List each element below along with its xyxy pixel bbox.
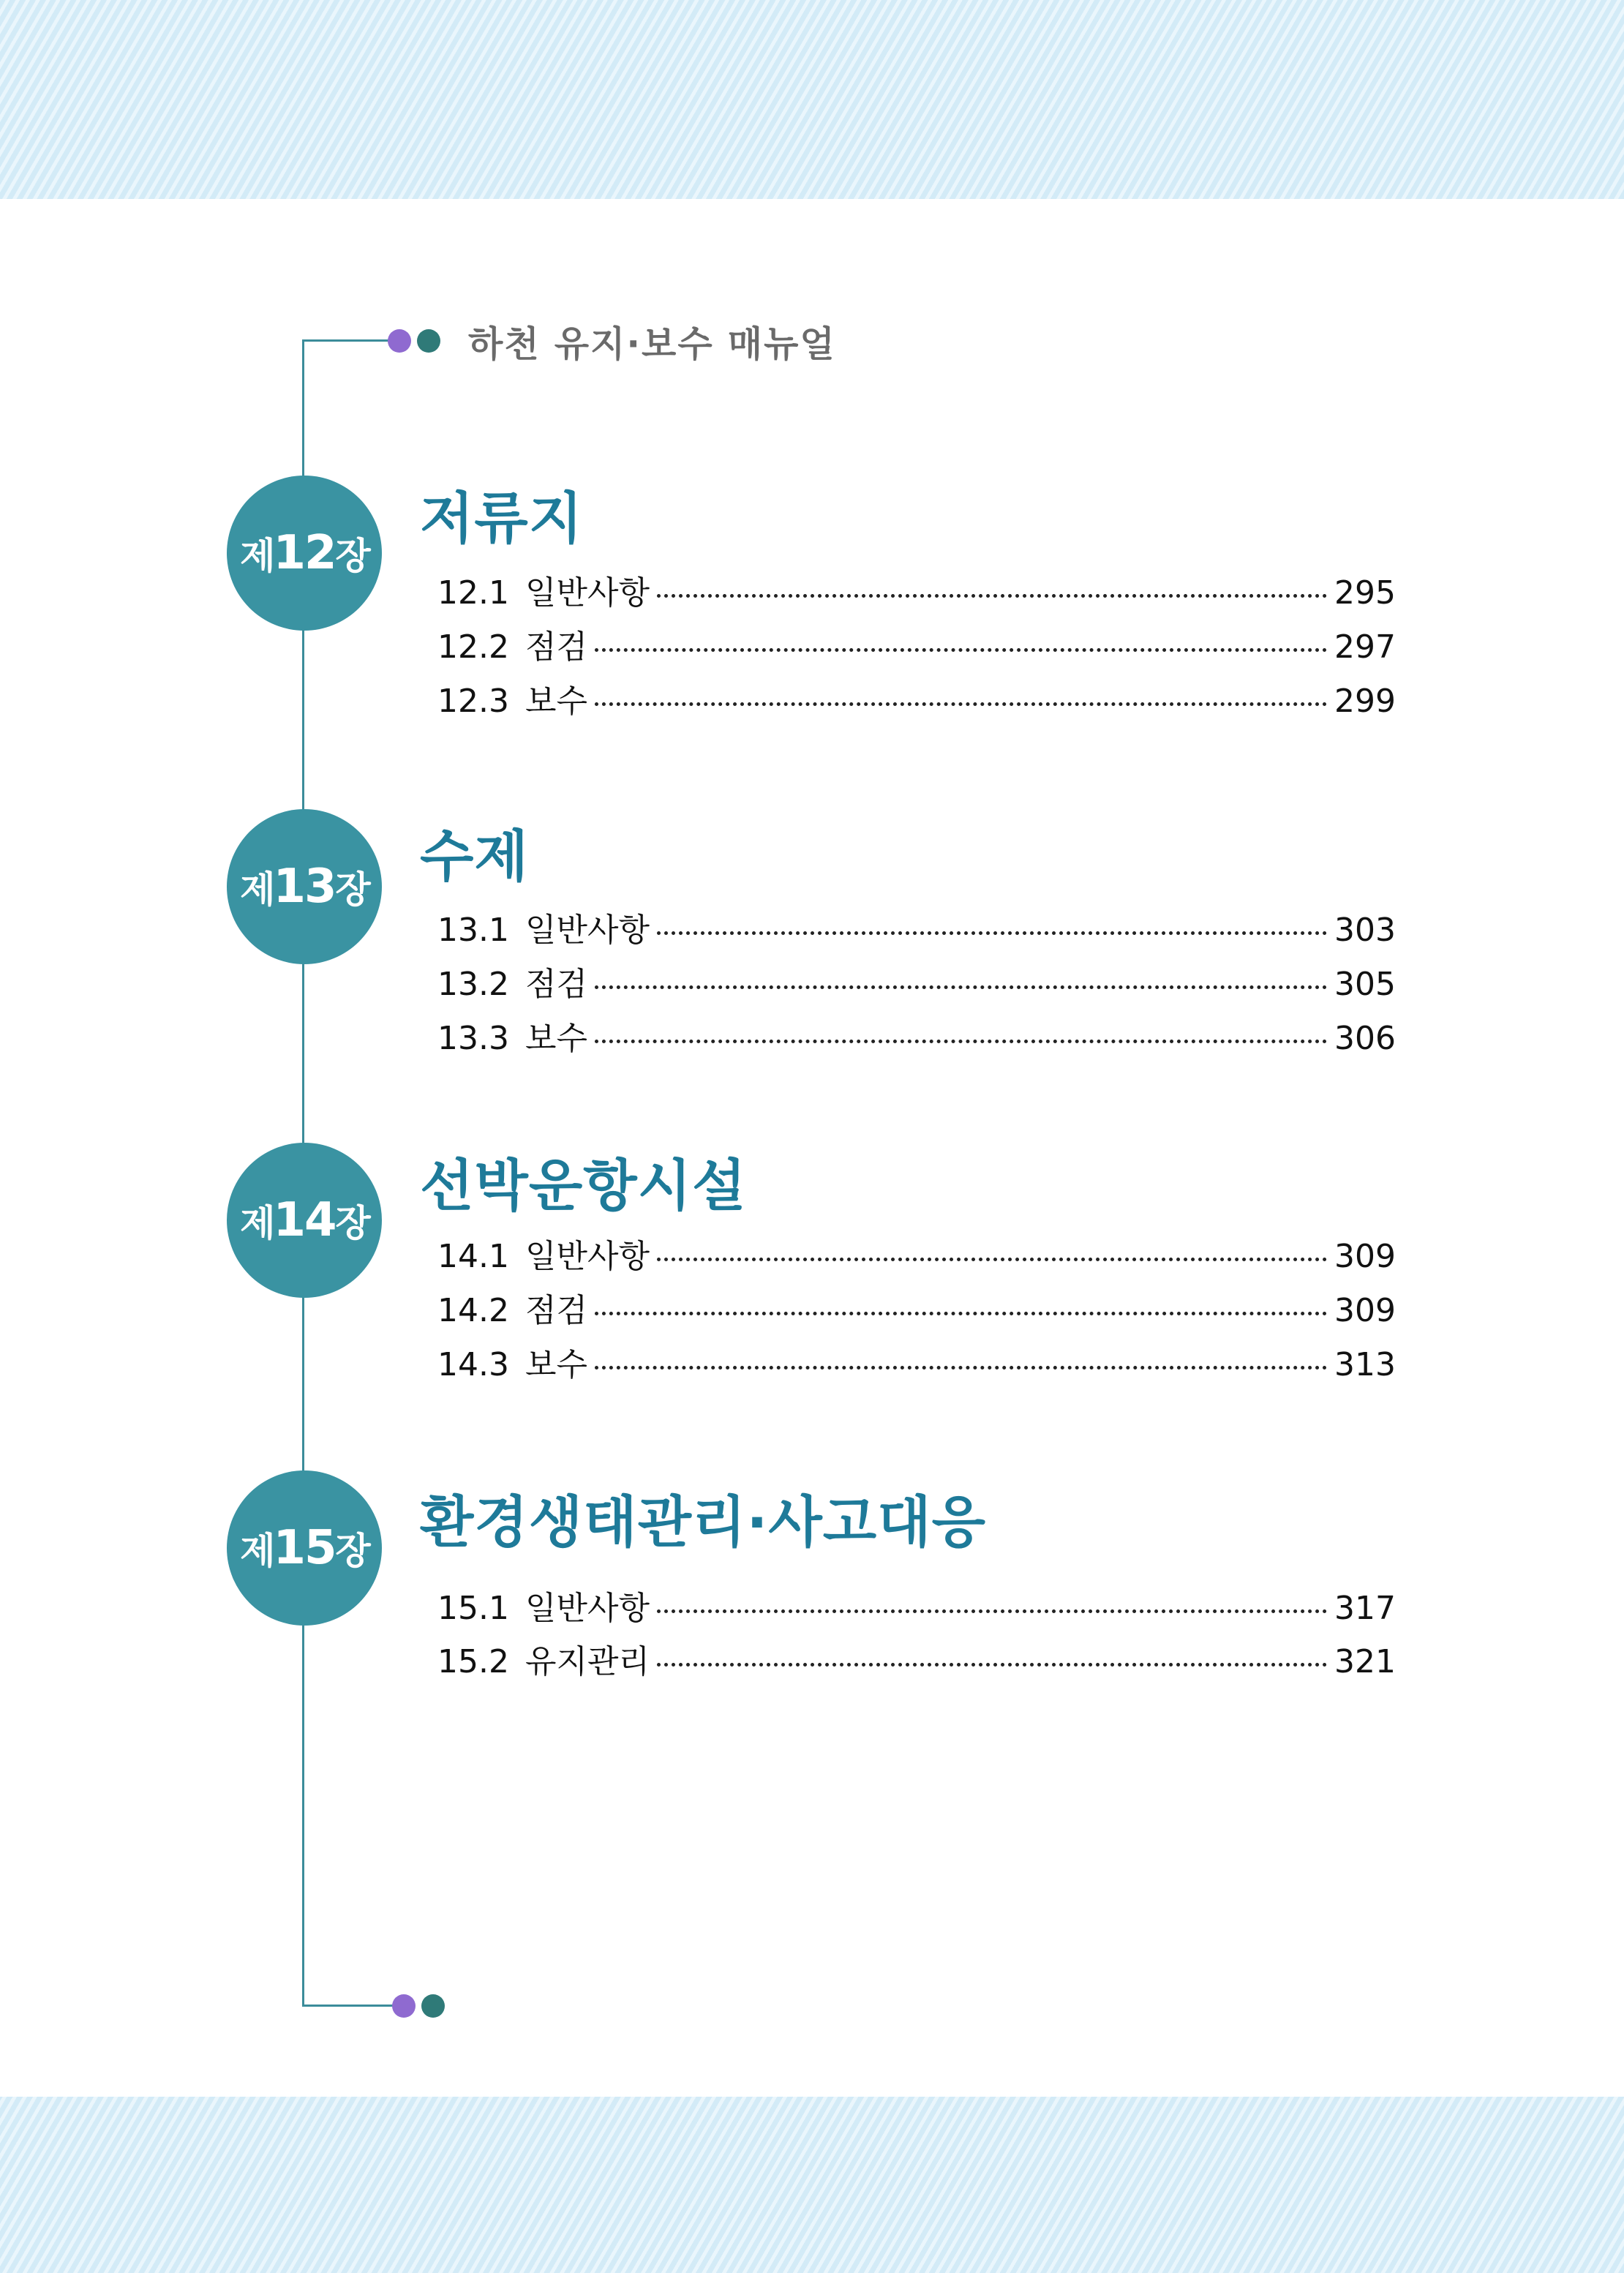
toc-entry[interactable] xyxy=(437,903,1396,947)
toc-entry[interactable] xyxy=(437,675,1396,718)
toc-entry[interactable] xyxy=(437,1012,1396,1056)
chapter-13-title: 수제 xyxy=(420,824,529,889)
chapter-14-badge xyxy=(227,1143,382,1298)
toc-entry-number: 13.3 xyxy=(437,1020,509,1057)
toc-entry[interactable] xyxy=(437,566,1396,610)
toc-entry-page: 297 xyxy=(1334,628,1396,666)
toc-entry[interactable] xyxy=(437,1230,1396,1274)
toc-entry-page: 299 xyxy=(1334,683,1396,720)
toc-entry[interactable] xyxy=(437,620,1396,664)
toc-entry[interactable] xyxy=(437,1284,1396,1328)
bottom-purple-dot xyxy=(392,1994,416,2018)
toc-entry-label: 점검 xyxy=(525,966,587,1003)
chapter-13-badge xyxy=(227,809,382,964)
dot-leader xyxy=(595,1366,1327,1370)
toc-entry-label: 보수 xyxy=(525,1346,587,1383)
chapter-prefix: 제 xyxy=(240,1202,274,1244)
dot-leader xyxy=(657,1609,1327,1613)
toc-entry-label: 보수 xyxy=(525,1020,587,1057)
chapter-15-title: 환경생태관리·사고대응 xyxy=(420,1489,987,1555)
chapter-12-title: 저류지 xyxy=(420,486,584,551)
chapter-suffix: 장 xyxy=(335,1530,369,1572)
chapter-prefix: 제 xyxy=(240,1530,274,1572)
dot-leader xyxy=(657,1258,1327,1261)
toc-entry[interactable] xyxy=(437,1635,1396,1679)
dot-leader xyxy=(595,1312,1327,1315)
chapter-prefix: 제 xyxy=(240,535,274,577)
toc-entry-label: 일반사항 xyxy=(525,912,650,949)
toc-entry-number: 15.2 xyxy=(437,1643,509,1680)
toc-entry-label: 유지관리 xyxy=(525,1643,650,1680)
chapter-prefix: 제 xyxy=(240,868,274,911)
toc-entry-number: 14.1 xyxy=(437,1238,509,1275)
chapter-number: 15 xyxy=(273,1521,336,1575)
toc-entry-page: 305 xyxy=(1334,966,1396,1003)
chapter-number: 14 xyxy=(273,1193,336,1247)
toc-entry-number: 14.2 xyxy=(437,1292,509,1329)
bottom-teal-dot xyxy=(421,1994,445,2018)
toc-entry[interactable] xyxy=(437,1338,1396,1382)
chapter-suffix: 장 xyxy=(335,1202,369,1244)
chapter-number: 13 xyxy=(273,860,336,914)
dot-leader xyxy=(595,1040,1327,1043)
dot-leader xyxy=(595,702,1327,706)
toc-entry-number: 13.2 xyxy=(437,966,509,1003)
toc-entry-page: 317 xyxy=(1334,1590,1396,1627)
toc-entry[interactable] xyxy=(437,1582,1396,1626)
top-teal-dot xyxy=(417,329,440,353)
chapter-suffix: 장 xyxy=(335,535,369,577)
toc-entry-label: 점검 xyxy=(525,628,587,666)
dot-leader xyxy=(595,648,1327,652)
dot-leader xyxy=(657,1663,1327,1667)
toc-entry-number: 14.3 xyxy=(437,1346,509,1383)
toc-entry-page: 306 xyxy=(1334,1020,1396,1057)
toc-entry-page: 295 xyxy=(1334,574,1396,612)
toc-entry-label: 보수 xyxy=(525,683,587,720)
toc-entry-number: 12.1 xyxy=(437,574,509,612)
toc-entry-label: 점검 xyxy=(525,1292,587,1329)
chapter-number: 12 xyxy=(273,526,336,580)
toc-entry-label: 일반사항 xyxy=(525,1590,650,1627)
toc-entry[interactable] xyxy=(437,958,1396,1002)
toc-entry-number: 13.1 xyxy=(437,912,509,949)
timeline-bottom-connector xyxy=(302,2005,396,2007)
chapter-14-title: 선박운항시설 xyxy=(420,1153,747,1218)
chapter-15-badge xyxy=(227,1470,382,1626)
toc-entry-number: 15.1 xyxy=(437,1590,509,1627)
chapter-12-badge xyxy=(227,476,382,631)
top-stripe-band xyxy=(0,0,1624,199)
bottom-stripe-band xyxy=(0,2097,1624,2273)
toc-entry-page: 309 xyxy=(1334,1238,1396,1275)
toc-entry-number: 12.2 xyxy=(437,628,509,666)
dot-leader xyxy=(657,594,1327,598)
dot-leader xyxy=(595,985,1327,989)
toc-entry-page: 303 xyxy=(1334,912,1396,949)
chapter-suffix: 장 xyxy=(335,868,369,911)
toc-entry-page: 309 xyxy=(1334,1292,1396,1329)
timeline-top-connector xyxy=(302,339,391,342)
toc-entry-label: 일반사항 xyxy=(525,574,650,612)
dot-leader xyxy=(657,931,1327,935)
book-title: 하천 유지·보수 매뉴얼 xyxy=(468,323,836,365)
toc-entry-page: 321 xyxy=(1334,1643,1396,1680)
toc-entry-number: 12.3 xyxy=(437,683,509,720)
toc-entry-page: 313 xyxy=(1334,1346,1396,1383)
toc-entry-label: 일반사항 xyxy=(525,1238,650,1275)
top-purple-dot xyxy=(388,329,411,353)
